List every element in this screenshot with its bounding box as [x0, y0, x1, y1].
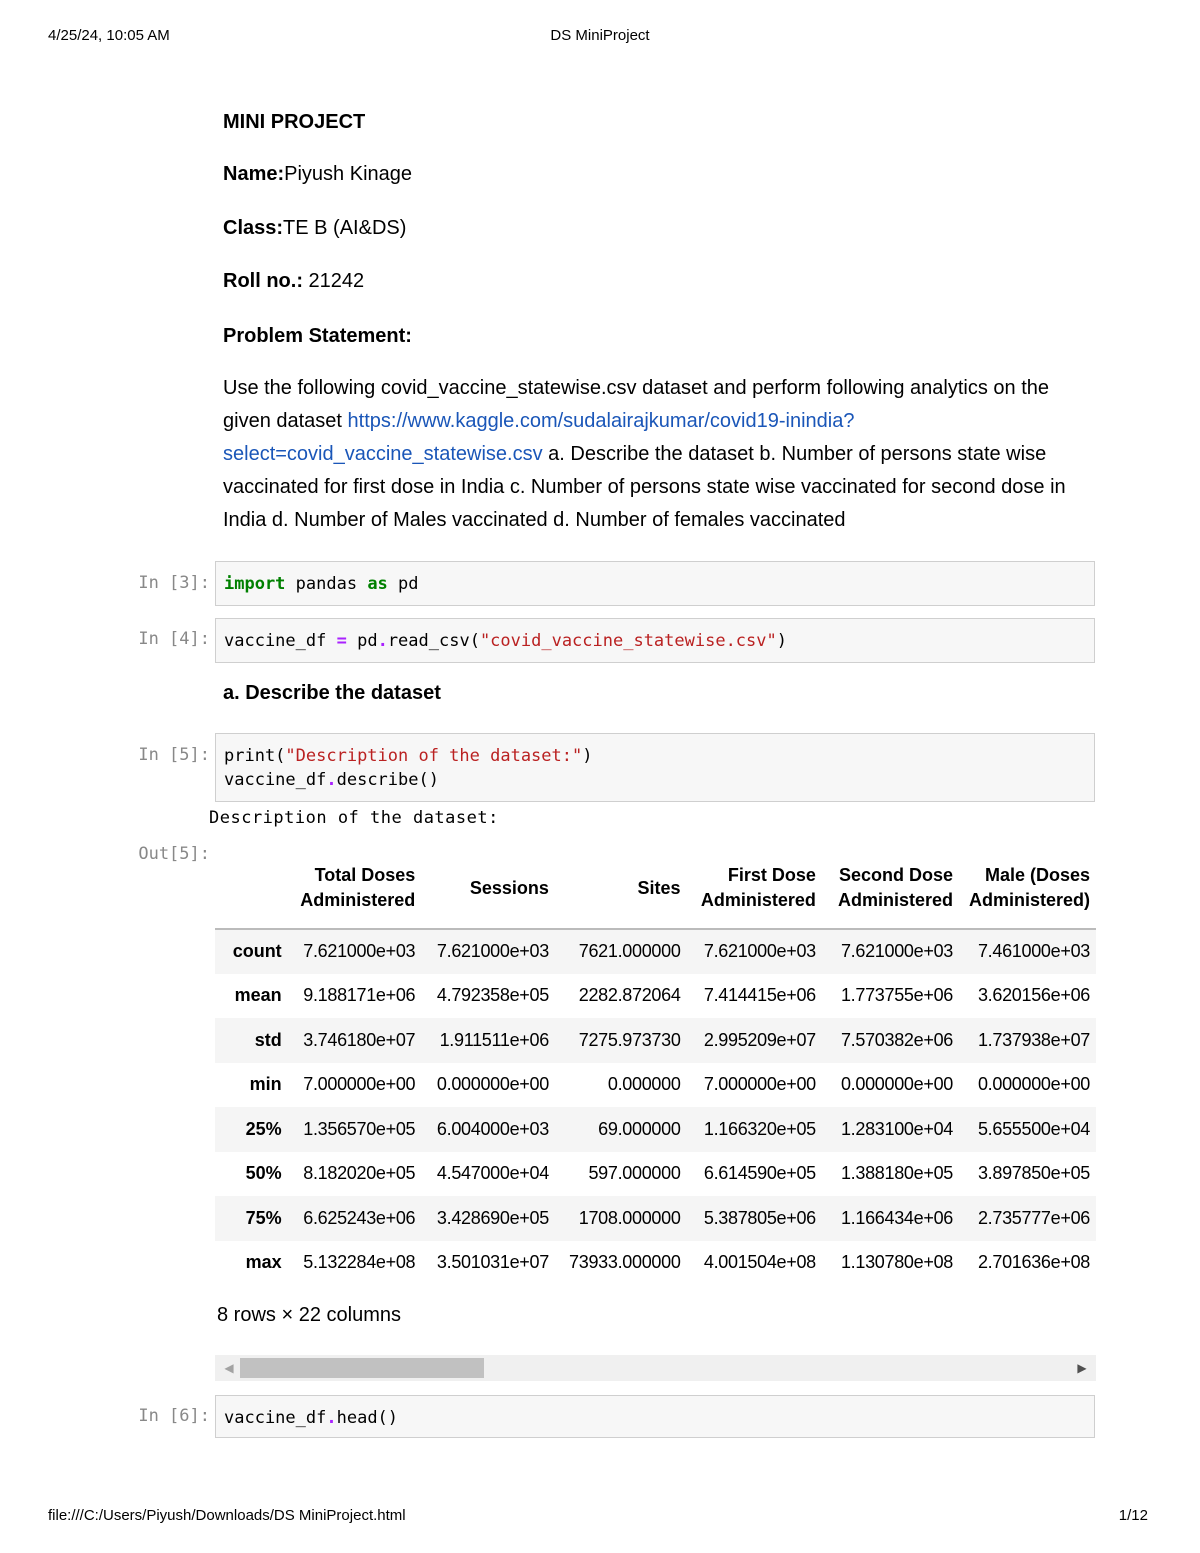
table-cell: 3.428690e+05 [436, 1207, 549, 1228]
table-cell: 0.000000 [607, 1074, 681, 1095]
table-cell: 2.701636e+08 [977, 1252, 1090, 1273]
table-row [215, 1063, 1096, 1108]
code-cell-4[interactable]: vaccine_df = pd.read_csv("covid_vaccine_statewise.csv") [215, 618, 1095, 663]
table-row [215, 1196, 1096, 1241]
table-cell: 3.897850e+05 [977, 1163, 1090, 1184]
table-cell: 4.001504e+08 [703, 1252, 816, 1273]
table-cell: 1.166320e+05 [703, 1118, 816, 1139]
table-row [215, 1152, 1096, 1197]
table-row [215, 1241, 1096, 1286]
table-cell: 5.132284e+08 [303, 1252, 416, 1273]
column-header: Sites [555, 848, 687, 929]
code-cell-6[interactable]: vaccine_df.head() [215, 1395, 1095, 1438]
table-cell: 69.000000 [598, 1118, 681, 1139]
table-cell: 4.792358e+05 [436, 985, 549, 1006]
row-label: count [232, 941, 282, 962]
table-row [215, 974, 1096, 1019]
index-header [215, 848, 288, 929]
code-cell-3[interactable]: import pandas as pd [215, 561, 1095, 606]
problem-statement: Use the following covid_vaccine_statewise.csv dataset and perform following analytics on the given dataset https://www.kaggle.com/sudalairajkumar/covid19-inindia?select=covid_vaccine_statewise.csv a. Describe the dataset b. Number of persons state wise vaccinated for first dose in India c. Number of persons state wise vaccinated for second dose in India d. Number of Males vaccinated d. Number of females vaccinated [223, 377, 1066, 531]
table-cell: 1.737938e+07 [977, 1029, 1090, 1050]
column-header: Sessions [421, 848, 555, 929]
table-cell: 1.283100e+04 [840, 1118, 953, 1139]
describe-table [215, 848, 1096, 1285]
out-prompt-5: Out[5]: [138, 844, 210, 864]
table-cell: 9.188171e+06 [303, 985, 416, 1006]
column-header: Total Doses Administered [288, 848, 422, 929]
table-cell: 2.735777e+06 [977, 1207, 1090, 1228]
describe-table-container[interactable] [215, 848, 1096, 1286]
table-row [215, 1018, 1096, 1063]
column-header: Male (Doses Administered) [959, 848, 1096, 929]
table-cell: 2.995209e+07 [703, 1029, 816, 1050]
roll-line: Roll no.: 21242 [223, 270, 365, 292]
table-cell: 6.625243e+06 [303, 1207, 416, 1228]
scroll-right-arrow-icon[interactable]: ▶ [1077, 1361, 1087, 1375]
table-cell: 1708.000000 [578, 1207, 681, 1228]
table-cell: 1.130780e+08 [840, 1252, 953, 1273]
table-row [215, 1107, 1096, 1152]
table-cell: 7621.000000 [578, 941, 681, 962]
table-cell: 0.000000e+00 [977, 1074, 1090, 1095]
table-cell: 8.182020e+05 [303, 1163, 416, 1184]
scrollbar-thumb[interactable] [240, 1358, 484, 1378]
table-cell: 3.620156e+06 [977, 985, 1090, 1006]
table-cell: 4.547000e+04 [436, 1163, 549, 1184]
print-file-path: file:///C:/Users/Piyush/Downloads/DS MiniProject.html [48, 1507, 406, 1524]
in-prompt-5: In [5]: [138, 745, 210, 765]
row-label: 25% [245, 1118, 282, 1139]
table-cell: 0.000000e+00 [840, 1074, 953, 1095]
row-label: 75% [245, 1207, 282, 1228]
table-cell: 5.387805e+06 [703, 1207, 816, 1228]
table-cell: 7.621000e+03 [303, 941, 416, 962]
row-label: max [245, 1252, 282, 1273]
row-label: std [254, 1029, 282, 1050]
table-cell: 3.746180e+07 [303, 1029, 416, 1050]
table-cell: 7.414415e+06 [703, 985, 816, 1006]
table-cell: 7.570382e+06 [840, 1029, 953, 1050]
column-header: Second Dose Administered [822, 848, 959, 929]
table-cell: 597.000000 [588, 1163, 681, 1184]
in-prompt-6: In [6]: [138, 1406, 210, 1426]
table-cell: 1.166434e+06 [840, 1207, 953, 1228]
cell-5-stdout: Description of the dataset: [209, 808, 499, 828]
table-cell: 0.000000e+00 [436, 1074, 549, 1095]
row-label: mean [234, 985, 282, 1006]
horizontal-scrollbar[interactable] [215, 1355, 1096, 1381]
table-cell: 5.655500e+04 [977, 1118, 1090, 1139]
table-cell: 7.000000e+00 [703, 1074, 816, 1095]
table-cell: 3.501031e+07 [436, 1252, 549, 1273]
table-cell: 2282.872064 [578, 985, 681, 1006]
row-label: min [249, 1074, 282, 1095]
print-page-number: 1/12 [1118, 1507, 1148, 1524]
table-cell: 7.000000e+00 [303, 1074, 416, 1095]
table-cell: 1.911511e+06 [439, 1029, 549, 1050]
print-datetime: 4/25/24, 10:05 AM [48, 27, 170, 44]
in-prompt-3: In [3]: [138, 573, 210, 593]
table-cell: 1.388180e+05 [840, 1163, 953, 1184]
print-header [0, 27, 1200, 47]
row-label: 50% [245, 1163, 282, 1184]
print-title: DS MiniProject [550, 27, 650, 44]
table-shape-note: 8 rows × 22 columns [217, 1304, 401, 1326]
table-cell: 73933.000000 [569, 1252, 681, 1273]
table-row [215, 929, 1096, 974]
table-cell: 6.614590e+05 [703, 1163, 816, 1184]
in-prompt-4: In [4]: [138, 629, 210, 649]
section-a-heading: a. Describe the dataset [223, 682, 441, 704]
column-header: First Dose Administered [687, 848, 822, 929]
print-footer [0, 1507, 1200, 1527]
project-heading: MINI PROJECT [223, 111, 366, 133]
table-header-row [215, 848, 1096, 929]
class-line: Class:TE B (AI&DS) [223, 217, 407, 239]
table-cell: 7.461000e+03 [977, 941, 1090, 962]
table-cell: 7.621000e+03 [703, 941, 816, 962]
table-cell: 7275.973730 [578, 1029, 681, 1050]
table-cell: 6.004000e+03 [436, 1118, 549, 1139]
table-cell: 7.621000e+03 [436, 941, 549, 962]
table-cell: 1.773755e+06 [840, 985, 953, 1006]
dataset-link[interactable]: https://www.kaggle.com/sudalairajkumar/covid19-inindia?select=covid_vaccine_statewise.csv [223, 410, 855, 465]
scroll-left-arrow-icon[interactable]: ◀ [224, 1361, 234, 1375]
name-line: Name:Piyush Kinage [223, 163, 413, 185]
table-cell: 7.621000e+03 [840, 941, 953, 962]
code-cell-5[interactable]: print("Description of the dataset:") vaccine_df.describe() [215, 733, 1095, 802]
table-cell: 1.356570e+05 [303, 1118, 416, 1139]
problem-heading: Problem Statement: [223, 325, 412, 347]
